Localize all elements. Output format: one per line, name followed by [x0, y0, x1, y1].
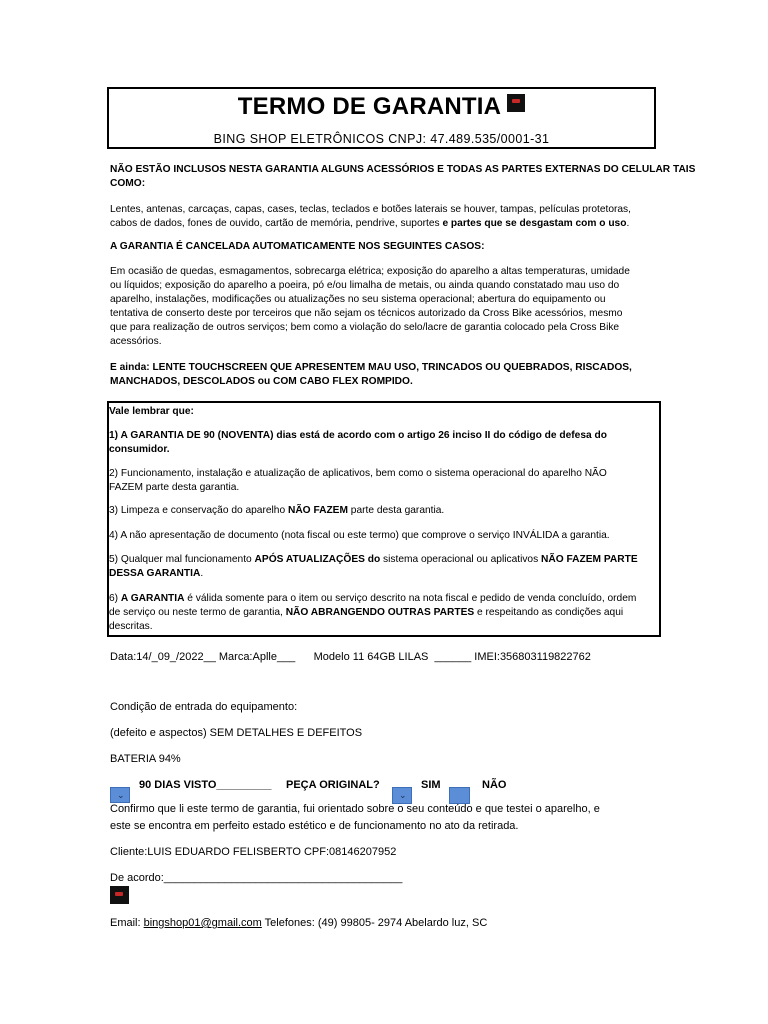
email-link[interactable]: bingshop01@gmail.com [143, 917, 262, 929]
item5-f: . [200, 568, 204, 579]
condition-value: (defeito e aspectos) SEM DETALHES E DEFEITOS [110, 727, 363, 739]
exclusions-body-line2-c: . [626, 218, 630, 229]
chevron-down-icon: ⌄ [399, 790, 407, 800]
item1-b: dias está de acordo com o artigo 26 inciso II do código de defesa do [276, 430, 607, 441]
remember-item-6-line2 [109, 606, 657, 620]
item5-d: NÃO FAZEM PARTE [541, 554, 638, 565]
item6-a: 6) [109, 593, 121, 604]
remember-item-5-line2 [109, 567, 657, 581]
document-title [109, 93, 654, 121]
item5-e: DESSA GARANTIA [109, 568, 201, 579]
cancel-line-1: Em ocasião de quedas, esmagamentos, sobrecarga elétrica; exposição do aparelho a altas temperaturas, umidade [110, 266, 630, 277]
exclusions-body-line1: Lentes, antenas, carcaças, capas, cases, teclas, teclados e botões laterais se houver, tampas, películas protetoras, [110, 204, 631, 215]
exclusions-heading-line2: COMO: [110, 178, 146, 189]
visto-field: 90 DIAS VISTO_________ [139, 779, 272, 791]
title-text: TERMO DE GARANTIA [237, 93, 502, 120]
exclusions-heading-line1: NÃO ESTÃO INCLUSOS NESTA GARANTIA ALGUNS ACESSÓRIOS E TODAS AS PARTES EXTERNAS DO CELULAR TAIS [110, 164, 696, 175]
item5-a: 5) Qualquer mal funcionamento [109, 554, 255, 565]
visto-dropdown-checkbox[interactable] [110, 787, 130, 803]
phones-text: Telefones: (49) 99805- 2974 Abelardo luz, SC [261, 917, 488, 929]
cancel-extra-line1: E ainda: LENTE TOUCHSCREEN QUE APRESENTEM MAU USO, TRINCADOS OU QUEBRADOS, RISCADOS, [110, 362, 632, 373]
date-brand-model-imei-line: Data:14/_09_/2022__ Marca:Aplle___ Modelo 11 64GB LILAS ______ IMEI:356803119822762 [110, 651, 591, 663]
battery-level: BATERIA 94% [110, 753, 181, 765]
item6-c: é válida somente para o item ou serviço descrito na nota fiscal e pedido de venda concluído, ordem [184, 593, 637, 604]
remember-item-2-line2: FAZEM parte desta garantia. [109, 482, 240, 493]
exclusions-body-line2-b: e partes que se desgastam com o uso [442, 218, 627, 229]
cancel-heading: A GARANTIA É CANCELADA AUTOMATICAMENTE NOS SEGUINTES CASOS: [110, 241, 485, 252]
original-part-question: PEÇA ORIGINAL? [286, 779, 380, 791]
condition-label: Condição de entrada do equipamento: [110, 701, 298, 713]
remember-item-5-line1 [109, 553, 657, 567]
remember-item-4: 4) A não apresentação de documento (nota fiscal ou este termo) que comprove o serviço INVÁLIDA a garantia. [109, 530, 610, 541]
item1-a: 1) A GARANTIA DE 90 (NOVENTA) [109, 430, 277, 441]
option-nao-label: NÃO [482, 779, 507, 791]
client-info: Cliente:LUIS EDUARDO FELISBERTO CPF:08146207952 [110, 846, 397, 858]
cancel-line-2: ou líquidos; exposição do aparelho a poeira, pó e/ou limalha de metais, ou ainda quando constatado mau uso do [110, 280, 620, 291]
cancel-line-3: aparelho, instalações, modificações ou atualizações no seu sistema operacional; abertura do equipamento ou [110, 294, 606, 305]
confirm-line2: este se encontra em perfeito estado estético e de funcionamento no ato da retirada. [110, 820, 519, 832]
item3-c: parte desta garantia. [347, 505, 445, 516]
item6-e: NÃO ABRANGENDO OUTRAS PARTES [285, 607, 475, 618]
confirm-line1: Confirmo que li este termo de garantia, fui orientado sobre o seu conteúdo e que testei o aparelho, e [110, 803, 600, 815]
header-box [107, 87, 656, 149]
option-sim-label: SIM [421, 779, 441, 791]
cancel-line-5: que para realização de outros serviços; bem como a violação do selo/lacre de garantia colocado pela Cross Bike [110, 322, 620, 333]
remember-item-3 [109, 504, 657, 518]
remember-box [107, 401, 661, 637]
cancel-line-6: acessórios. [110, 336, 162, 347]
cancel-line-4: tentativa de conserto deste por terceiros que não sejam os técnicos autorizado da Cross Bike acessórios, mesmo [110, 308, 623, 319]
agreement-signature-line: De acordo:_______________________________________ [110, 872, 403, 884]
item3-a: 3) Limpeza e conservação do aparelho [109, 505, 288, 516]
cancel-extra-line2: MANCHADOS, DESCOLADOS ou COM CABO FLEX ROMPIDO. [110, 376, 413, 387]
remember-item-6-line1 [109, 592, 657, 606]
item3-b: NÃO FAZEM [287, 505, 348, 516]
shop-logo-icon [507, 94, 525, 112]
shop-logo-icon [110, 886, 129, 904]
exclusions-body-line2-a: cabos de dados, fones de ouvido, cartão de memória, pendrive, suportes [110, 218, 443, 229]
remember-item-1-line1 [109, 429, 657, 443]
contact-line [110, 916, 487, 930]
remember-heading: Vale lembrar que: [109, 406, 194, 417]
remember-item-6-line3: descritas. [109, 621, 153, 632]
remember-item-2-line1: 2) Funcionamento, instalação e atualização de aplicativos, bem como o sistema operacional do aparelho NÃO [109, 468, 607, 479]
item5-c: sistema operacional ou aplicativos [380, 554, 542, 565]
chevron-down-icon: ⌄ [117, 790, 125, 800]
item6-b: A GARANTIA [120, 593, 185, 604]
item6-f: e respeitando as condições aqui [474, 607, 624, 618]
item6-d: de serviço ou neste termo de garantia, [109, 607, 286, 618]
company-cnpj: BING SHOP ELETRÔNICOS CNPJ: 47.489.535/0001-31 [213, 132, 550, 146]
exclusions-body-line2 [110, 217, 629, 231]
remember-item-1-line2: consumidor. [109, 444, 170, 455]
item5-b: APÓS ATUALIZAÇÕES do [254, 554, 381, 565]
email-label: Email: [110, 917, 144, 929]
